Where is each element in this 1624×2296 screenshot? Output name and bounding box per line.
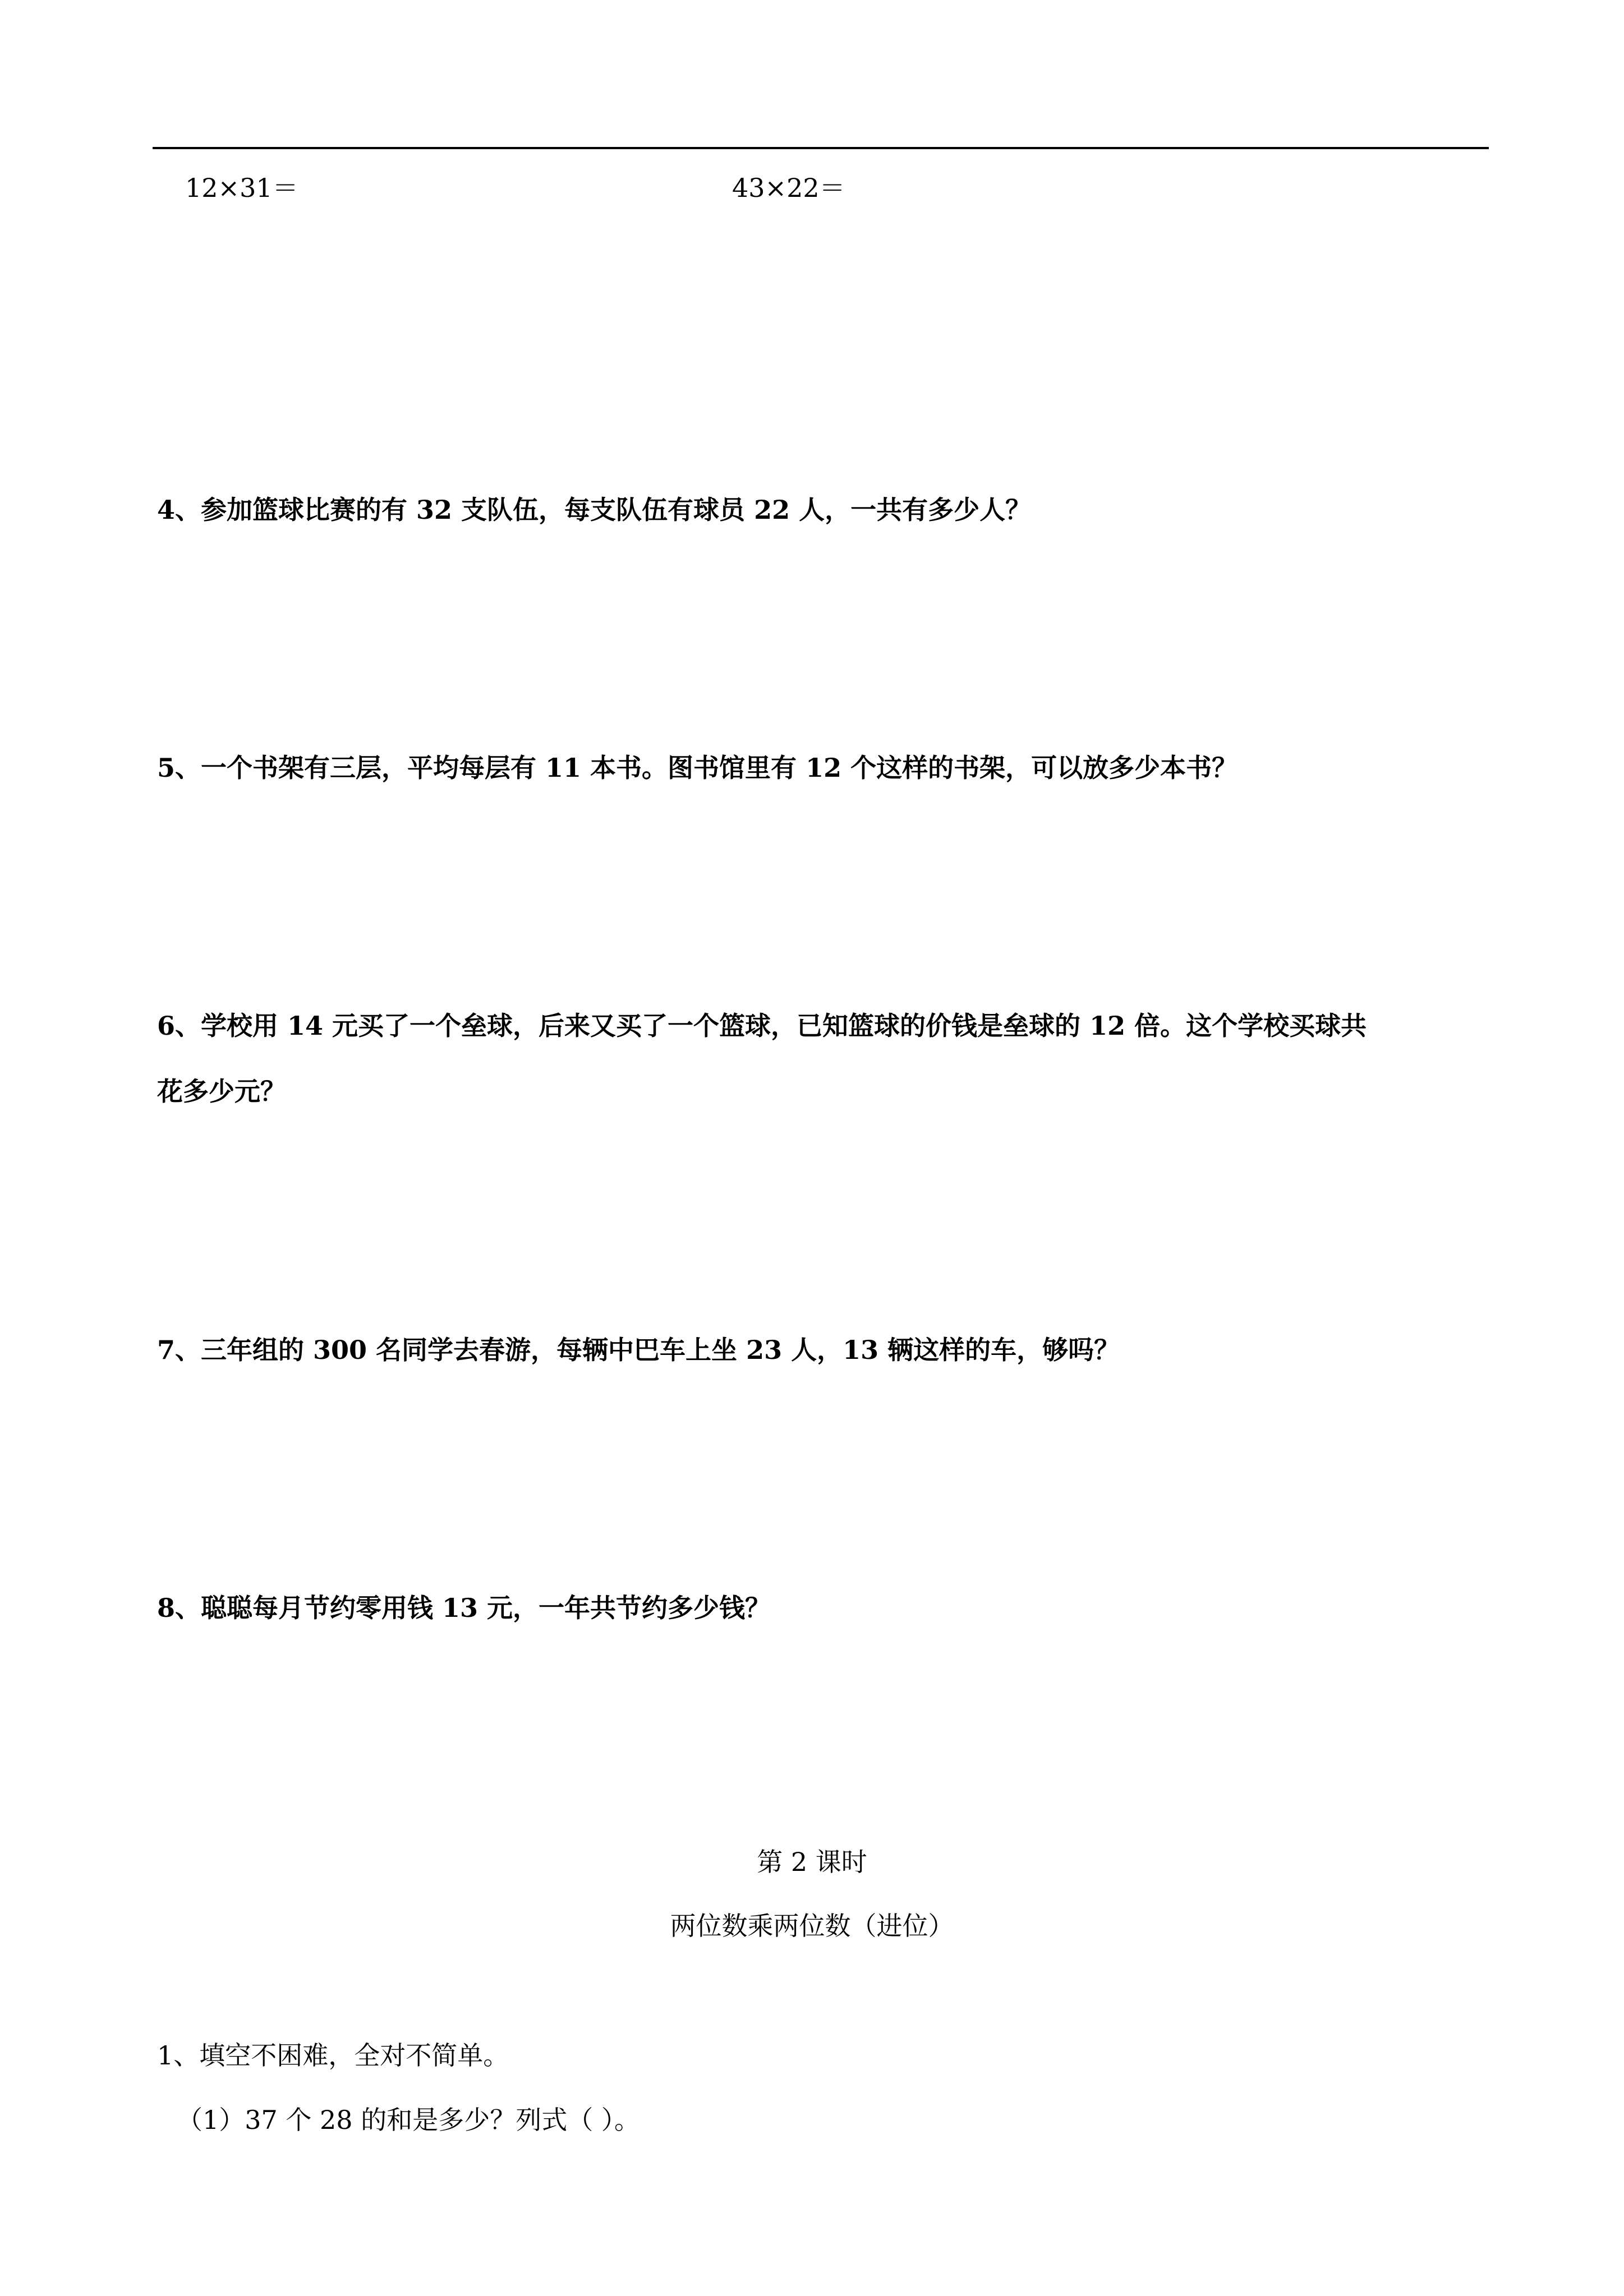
problem-4: 4、参加篮球比赛的有 32 支队伍，每支队伍有球员 22 人，一共有多少人？ <box>157 495 1032 525</box>
fill-in-question-1: （1）37 个 28 的和是多少？列式（ ）。 <box>177 2105 640 2135</box>
problem-5: 5、一个书架有三层，平均每层有 11 本书。图书馆里有 12 个这样的书架，可以放多少本书？ <box>157 753 1238 783</box>
exercise-12x31: 12×31＝ <box>185 173 298 203</box>
lesson-subheading: 两位数乘两位数（进位） <box>670 1911 954 1941</box>
problem-6-line-1: 6、学校用 14 元买了一个垒球，后来又买了一个篮球，已知篮球的价钱是垒球的 12 倍。这个学校买球共 <box>157 1011 1367 1041</box>
section-1-title: 1、填空不困难，全对不简单。 <box>157 2040 509 2071</box>
lesson-heading: 第 2 课时 <box>757 1847 867 1877</box>
header-rule <box>153 147 1489 149</box>
problem-7: 7、三年组的 300 名同学去春游，每辆中巴车上坐 23 人，13 辆这样的车，够吗？ <box>157 1335 1120 1365</box>
problem-6-line-2: 花多少元？ <box>157 1076 286 1106</box>
problem-8: 8、聪聪每月节约零用钱 13 元，一年共节约多少钱？ <box>157 1593 771 1623</box>
exercise-43x22: 43×22＝ <box>732 173 845 203</box>
